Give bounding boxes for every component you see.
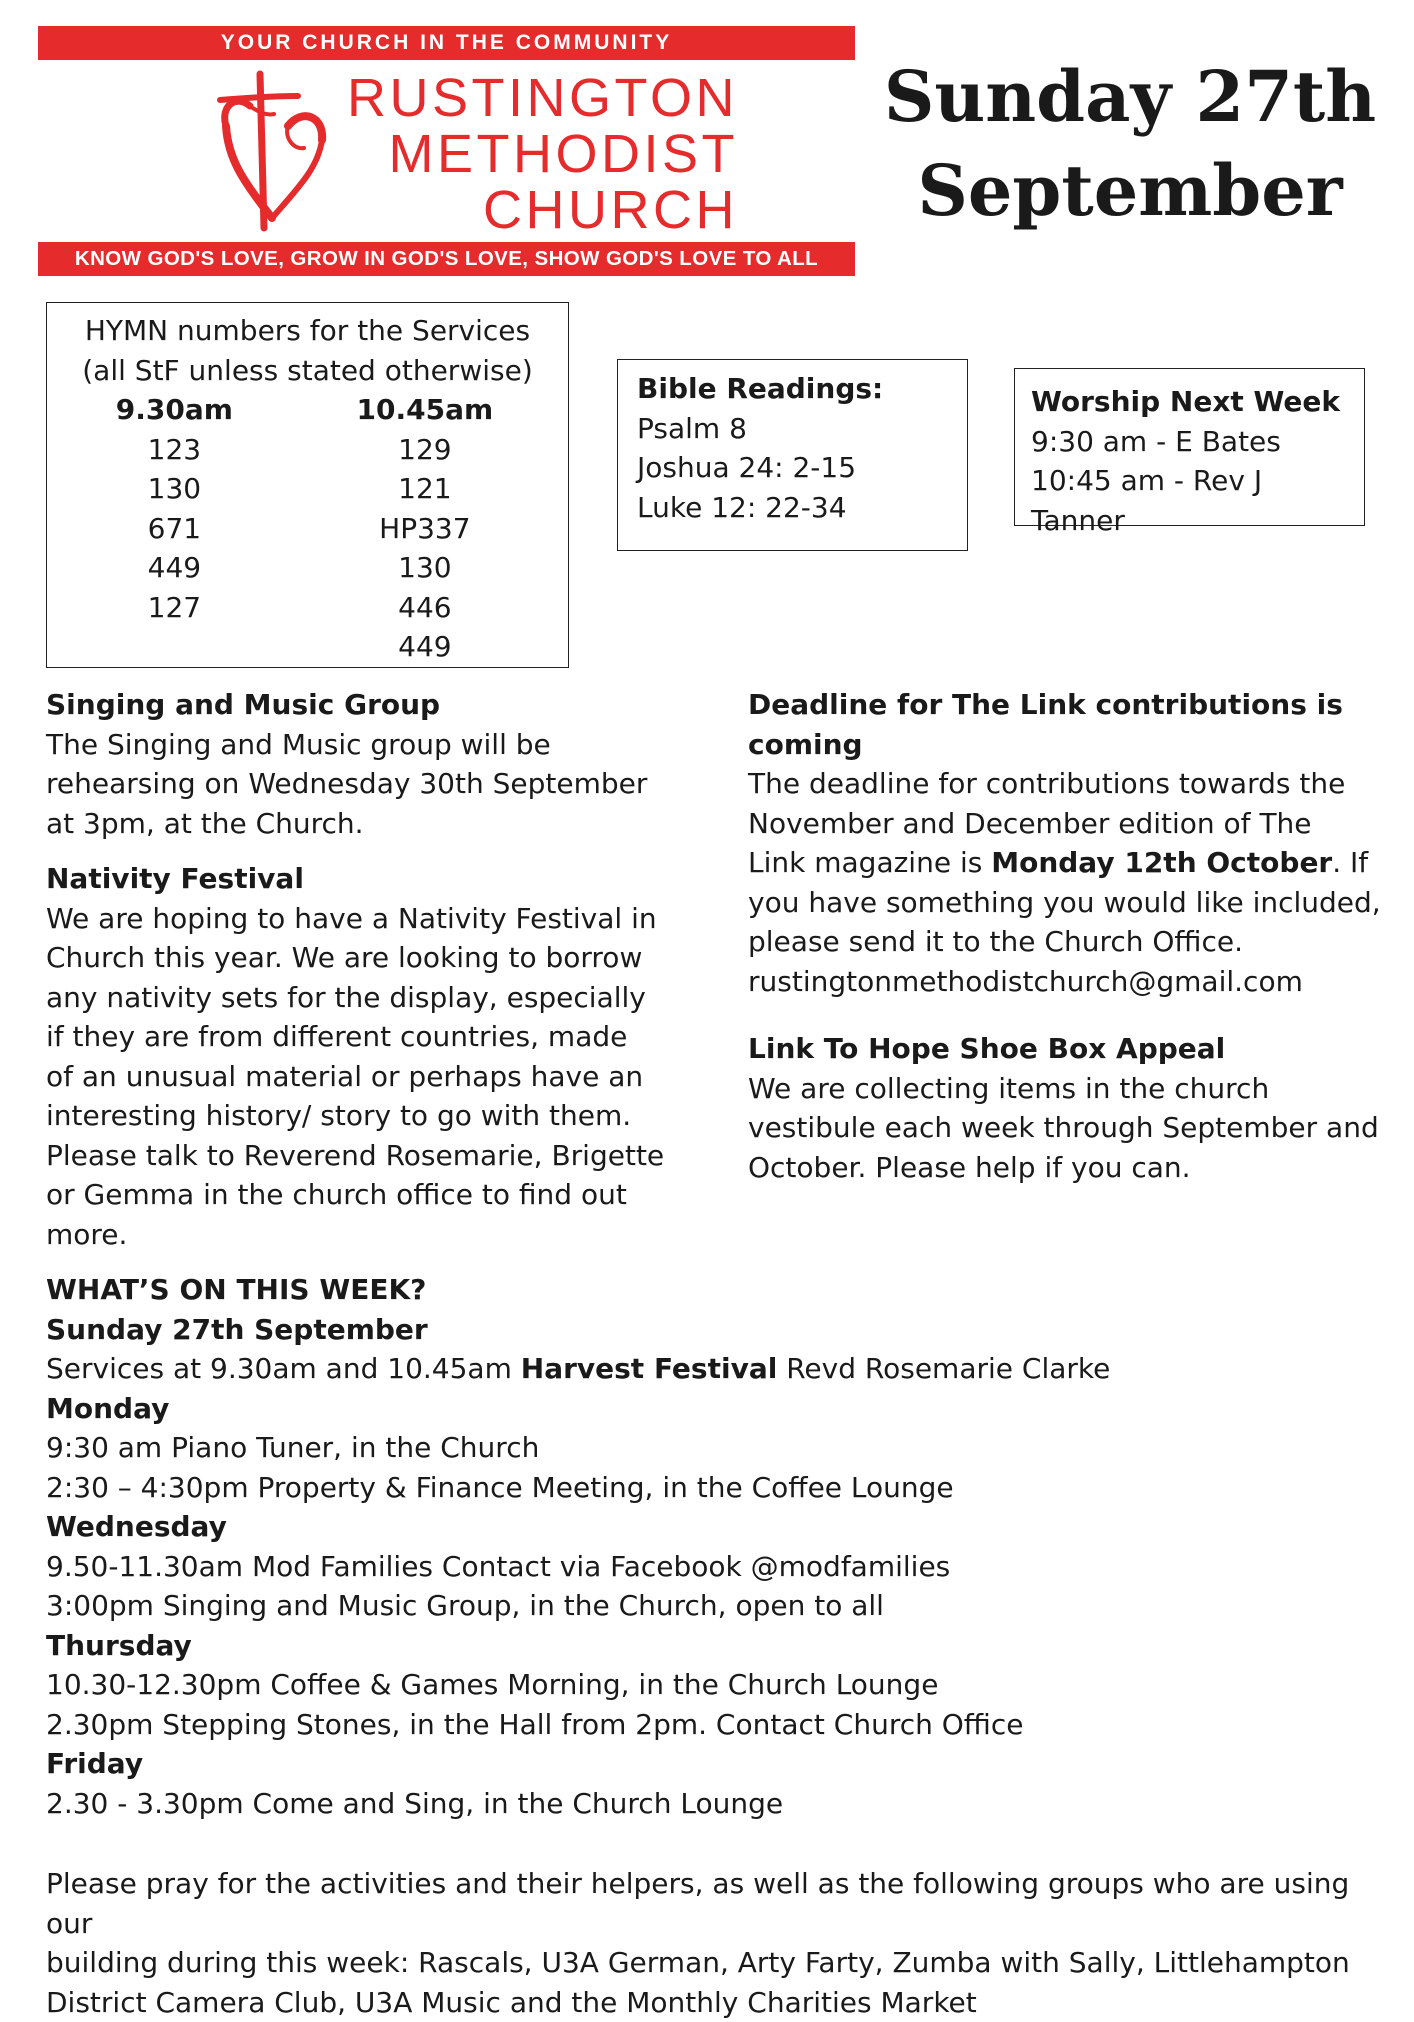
hymn-number: 123 <box>47 430 302 470</box>
shoebox-text: October. Please help if you can. <box>748 1148 1388 1188</box>
sunday-services: Services at 9.30am and 10.45am <box>46 1352 521 1385</box>
deadline-text <box>748 843 1388 883</box>
deadline-text-post: . If <box>1332 846 1368 879</box>
deadline-text: The deadline for contributions towards the <box>748 764 1388 804</box>
hymn-column-1045 <box>282 390 568 667</box>
bible-readings-box <box>617 359 968 551</box>
event-item: 9.50-11.30am Mod Families Contact via Facebook @modfamilies <box>46 1547 1386 1587</box>
hymn-number: 449 <box>282 627 568 667</box>
logo-name-line3: CHURCH <box>38 182 738 238</box>
hymn-number: 671 <box>47 509 302 549</box>
day-heading-thursday: Thursday <box>46 1626 1386 1666</box>
deadline-text: November and December edition of The <box>748 804 1388 844</box>
hymn-number: 446 <box>282 588 568 628</box>
deadline-heading: Deadline for The Link contributions is <box>748 685 1388 725</box>
event-item: 2:30 – 4:30pm Property & Finance Meeting, in the Coffee Lounge <box>46 1468 1386 1508</box>
hymn-column-930 <box>47 390 302 667</box>
hymn-number: 130 <box>282 548 568 588</box>
nativity-text: of an unusual material or perhaps have an <box>46 1057 686 1097</box>
title-line1: Sunday 27th <box>880 50 1380 144</box>
hymn-heading-line2: (all StF unless stated otherwise) <box>47 351 568 391</box>
hymn-number: 129 <box>282 430 568 470</box>
nativity-text: We are hoping to have a Nativity Festival in <box>46 899 686 939</box>
logo-top-banner: YOUR CHURCH IN THE COMMUNITY <box>38 26 855 60</box>
bible-reading: Joshua 24: 2-15 <box>637 448 967 488</box>
day-heading-wednesday: Wednesday <box>46 1507 1386 1547</box>
left-column <box>46 685 686 1254</box>
shoebox-heading: Link To Hope Shoe Box Appeal <box>748 1029 1388 1069</box>
event-item: 10.30-12.30pm Coffee & Games Morning, in the Church Lounge <box>46 1665 1386 1705</box>
hymn-number: 121 <box>282 469 568 509</box>
singing-text: rehearsing on Wednesday 30th September <box>46 764 686 804</box>
whats-on-heading: WHAT’S ON THIS WEEK? <box>46 1270 1386 1310</box>
harvest-festival: Harvest Festival <box>521 1352 778 1385</box>
nativity-text: any nativity sets for the display, especially <box>46 978 686 1018</box>
hymn-number: HP337 <box>282 509 568 549</box>
singing-text: at 3pm, at the Church. <box>46 804 686 844</box>
logo-name-line2: METHODIST <box>38 126 738 182</box>
nativity-text: interesting history/ story to go with them. <box>46 1096 686 1136</box>
hymn-number: 127 <box>47 588 302 628</box>
day-heading-sunday: Sunday 27th September <box>46 1310 1386 1350</box>
deadline-text-pre: Link magazine is <box>748 846 991 879</box>
bible-reading: Luke 12: 22-34 <box>637 488 967 528</box>
hymn-number: 130 <box>47 469 302 509</box>
shoebox-text: vestibule each week through September and <box>748 1108 1388 1148</box>
bible-heading: Bible Readings: <box>637 369 967 409</box>
hymn-col1-header: 9.30am <box>47 390 302 430</box>
deadline-heading: coming <box>748 725 1388 765</box>
right-column <box>748 685 1388 1187</box>
prayer-text: District Camera Club, U3A Music and the Monthly Charities Market <box>46 1983 1386 2022</box>
prayer-text: building during this week: Rascals, U3A German, Arty Farty, Zumba with Sally, Littlehampton <box>46 1943 1386 1983</box>
nativity-section <box>46 859 686 1254</box>
prayer-paragraph <box>46 1864 1386 2022</box>
title-line2: September <box>880 144 1380 238</box>
nativity-text: Please talk to Reverend Rosemarie, Brigette <box>46 1136 686 1176</box>
day-heading-monday: Monday <box>46 1389 1386 1429</box>
prayer-text: Please pray for the activities and their helpers, as well as the following groups who are using our <box>46 1864 1386 1943</box>
church-email: rustingtonmethodistchurch@gmail.com <box>748 962 1388 1002</box>
hymn-number: 449 <box>47 548 302 588</box>
church-logo <box>38 26 855 276</box>
singing-text: The Singing and Music group will be <box>46 725 686 765</box>
event-item: 9:30 am Piano Tuner, in the Church <box>46 1428 1386 1468</box>
worship-item: 9:30 am - E Bates <box>1031 422 1364 462</box>
nativity-heading: Nativity Festival <box>46 859 686 899</box>
logo-bottom-banner: KNOW GOD'S LOVE, GROW IN GOD'S LOVE, SHOW GOD'S LOVE TO ALL <box>38 242 855 276</box>
nativity-text: if they are from different countries, made <box>46 1017 686 1057</box>
event-item: 2.30pm Stepping Stones, in the Hall from 2pm. Contact Church Office <box>46 1705 1386 1745</box>
shoebox-section <box>748 1029 1388 1187</box>
hymn-heading-line1: HYMN numbers for the Services <box>47 311 568 351</box>
worship-heading: Worship Next Week <box>1031 382 1364 422</box>
nativity-text: more. <box>46 1215 686 1255</box>
event-item: 2.30 - 3.30pm Come and Sing, in the Church Lounge <box>46 1784 1386 1824</box>
day-heading-friday: Friday <box>46 1744 1386 1784</box>
bible-reading: Psalm 8 <box>637 409 967 449</box>
worship-item: 10:45 am - Rev J Tanner <box>1031 461 1364 540</box>
page-title <box>880 50 1380 238</box>
worship-next-week-box <box>1014 368 1365 526</box>
event-item: 3:00pm Singing and Music Group, in the Church, open to all <box>46 1586 1386 1626</box>
singing-section <box>46 685 686 843</box>
singing-heading: Singing and Music Group <box>46 685 686 725</box>
event-item <box>46 1349 1386 1389</box>
deadline-text: you have something you would like included, <box>748 883 1388 923</box>
nativity-text: or Gemma in the church office to find out <box>46 1175 686 1215</box>
nativity-text: Church this year. We are looking to borrow <box>46 938 686 978</box>
shoebox-text: We are collecting items in the church <box>748 1069 1388 1109</box>
hymn-col2-header: 10.45am <box>282 390 568 430</box>
sunday-minister: Revd Rosemarie Clarke <box>777 1352 1110 1385</box>
hymn-numbers-box <box>46 302 569 668</box>
deadline-date: Monday 12th October <box>991 846 1332 879</box>
logo-name-line1: RUSTINGTON <box>38 70 738 126</box>
deadline-text: please send it to the Church Office. <box>748 922 1388 962</box>
whats-on-section <box>46 1270 1386 1823</box>
deadline-section <box>748 685 1388 1001</box>
